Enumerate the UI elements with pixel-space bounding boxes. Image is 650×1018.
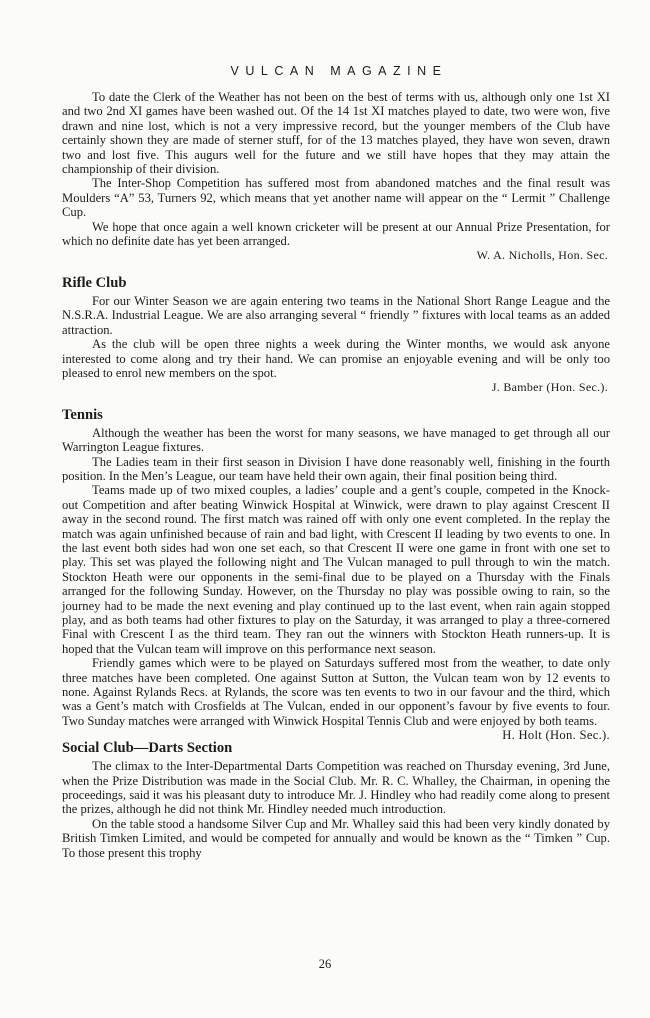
rifle-club-paragraph: For our Winter Season we are again entering two teams in the National Short Range League and the N.S.R.A. Industrial League. We are also arranging several “ friendly ” fixtures with local teams as an added attraction.	[62, 293, 610, 337]
rifle-club-section	[62, 275, 610, 395]
cricket-paragraph: To date the Clerk of the Weather has not been on the best of terms with us, although only one 1st XI and two 2nd XI games have been washed out. Of the 14 1st XI matches played to date, two were won, five drawn and nine lost, which is not a very impressive record, but the younger members of the Club have certainly shown they are made of sterner stuff, for of the 13 matches played, they have won seven, drawn two and lost five. This augurs well for the future and we still have hopes that they may attain the championship of their division.	[62, 90, 610, 177]
darts-paragraph: On the table stood a handsome Silver Cup and Mr. Whalley said this had been very kindly donated by British Timken Limited, and would be competed for annually and would be known as the “ Timken ” Cup. To those present this trophy	[62, 816, 610, 860]
tennis-paragraph-text: Friendly games which were to be played on Saturdays suffered most from the weather, to date only three matches have been completed. One against Sutton at Sutton, the Vulcan team won by 12 events to none. Against Rylands Recs. at Rylands, the score was ten events to two in our favour and the third, which was a Gent’s match with Crosfields at The Vulcan, ended in our opponent’s favour by five events to four. Two Sunday matches were arranged with Winwick Hospital Tennis Club and were enjoyed by both teams.	[62, 656, 610, 728]
darts-heading: Social Club—Darts Section	[62, 740, 233, 757]
page-number: 26	[318, 957, 332, 971]
rifle-club-signature: J. Bamber (Hon. Sec.).	[491, 380, 608, 395]
tennis-paragraph	[62, 656, 610, 743]
cricket-paragraph: We hope that once again a well known cricketer will be present at our Annual Prize Presentation, for which no definite date has yet been arranged.	[62, 219, 610, 249]
cricket-paragraph: The Inter-Shop Competition has suffered most from abandoned matches and the final result was Moulders “A” 53, Turners 92, which means that yet another name will appear on the “ Lermit ” Challenge Cup.	[62, 176, 610, 220]
darts-paragraph: The climax to the Inter-Departmental Darts Competition was reached on Thursday evening, 3rd June, when the Prize Distribution was made in the Social Club. Mr. R. C. Whalley, the Chairman, in opening the proceedings, said it was his pleasant duty to introduce Mr. J. Hindley who had readily come along to present the prizes, although he did not think Mr. Hindley needed much introduction.	[62, 759, 610, 817]
cricket-section	[62, 90, 610, 263]
rifle-club-heading: Rifle Club	[62, 274, 127, 291]
tennis-heading: Tennis	[62, 406, 103, 423]
tennis-section	[62, 406, 610, 743]
rifle-club-paragraph: As the club will be open three nights a week during the Winter months, we would ask anyone interested to come along and try their hand. We can promise an enjoyable evening and will be only too pleased to enrol new members on the spot.	[62, 337, 610, 380]
tennis-signature: H. Holt (Hon. Sec.).	[502, 728, 610, 743]
tennis-paragraph: Although the weather has been the worst for many seasons, we have managed to get through all our Warrington League fixtures.	[62, 425, 610, 455]
darts-section	[62, 740, 610, 860]
cricket-signature: W. A. Nicholls, Hon. Sec.	[476, 248, 608, 263]
masthead: VULCAN MAGAZINE	[230, 64, 448, 78]
tennis-paragraph: The Ladies team in their first season in Division I have done reasonably well, finishing in the fourth position. In the Men’s League, our team have held their own again, their final position being third.	[62, 454, 610, 483]
tennis-paragraph: Teams made up of two mixed couples, a ladies’ couple and a gent’s couple, competed in the Knock-out Competition and after beating Winwick Hospital at Winwick, were drawn to play against Crescent II away in the second round. The first match was rained off with only one event completed. In the replay the match was again unfinished because of rain and bad light, with Crescent II leading by two events to one. In the last event both sides had won one set each, so that Crescent II were one game in front with one set to play. This set was played the following night and The Vulcan managed to pull through to win the match. Stockton Heath were our opponents in the semi-final due to be played on a Thursday with the Finals arranged for the following Sunday. However, on the Thursday no play was possible owing to rain, so the journey had to be made the next evening and play continued up to the last event, when rain again stopped play, and as both teams had other fixtures to play on the Saturday, it was arranged to play a three-cornered Final with Crescent I as the third team. They ran out the winners with Stockton Heath runners-up. It is hoped that the Vulcan team will improve on this performance next season.	[62, 483, 610, 656]
